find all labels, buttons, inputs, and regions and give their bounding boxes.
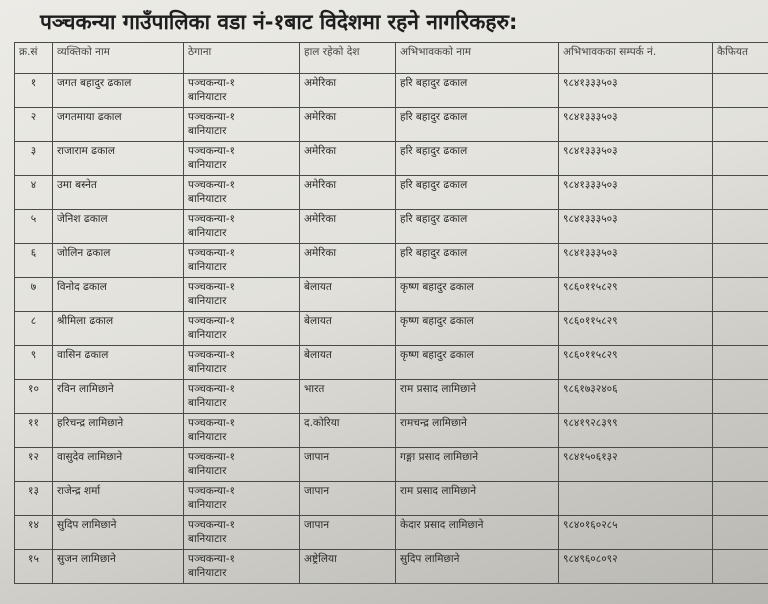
- address-line1: पञ्चकन्या-१: [188, 281, 235, 293]
- row-contact: ९८६०११५८२९: [559, 346, 713, 380]
- row-country: अष्ट्रेलिया: [300, 550, 396, 584]
- row-contact: ९८४१३३३५०३: [559, 142, 713, 176]
- address-line2: बानियाटार: [188, 533, 227, 545]
- row-country: अमेरिका: [300, 74, 396, 108]
- row-country: जापान: [300, 516, 396, 550]
- row-contact: ९८४०१६०२८५: [559, 516, 713, 550]
- row-address: [184, 346, 300, 380]
- address-line1: पञ्चकन्या-१: [188, 77, 235, 89]
- row-country: अमेरिका: [300, 108, 396, 142]
- row-name: हरिचन्द्र लामिछाने: [53, 414, 184, 448]
- address-line1: पञ्चकन्या-१: [188, 485, 235, 497]
- address-line1: पञ्चकन्या-१: [188, 383, 235, 395]
- row-contact: ९८४१३३३५०३: [559, 74, 713, 108]
- address-line2: बानियाटार: [188, 91, 227, 103]
- row-name: जगतमाया ढकाल: [53, 108, 184, 142]
- row-guardian: हरि बहादुर ढकाल: [396, 74, 559, 108]
- row-sn: १४: [15, 516, 53, 550]
- row-sn: ३: [15, 142, 53, 176]
- row-contact: ९८४१५०६१३२: [559, 448, 713, 482]
- table-row: [15, 346, 768, 380]
- row-contact: ९८६१७३२४०६: [559, 380, 713, 414]
- address-line2: बानियाटार: [188, 397, 227, 409]
- row-guardian: सुदिप लामिछाने: [396, 550, 559, 584]
- row-contact: ९८६०११५८२९: [559, 278, 713, 312]
- address-line2: बानियाटार: [188, 261, 227, 273]
- row-country: बेलायत: [300, 278, 396, 312]
- row-name: जगत बहादुर ढकाल: [53, 74, 184, 108]
- row-guardian: हरि बहादुर ढकाल: [396, 176, 559, 210]
- row-sn: १२: [15, 448, 53, 482]
- header-contact: अभिभावकका सम्पर्क नं.: [559, 43, 713, 74]
- row-guardian: कृष्ण बहादुर ढकाल: [396, 278, 559, 312]
- address-line2: बानियाटार: [188, 499, 227, 511]
- row-sn: ११: [15, 414, 53, 448]
- header-sn: क्र.सं: [15, 43, 53, 74]
- row-guardian: हरि बहादुर ढकाल: [396, 108, 559, 142]
- row-guardian: केदार प्रसाद लामिछाने: [396, 516, 559, 550]
- table-row: [15, 108, 768, 142]
- row-guardian: हरि बहादुर ढकाल: [396, 142, 559, 176]
- row-contact: ९८६०११५८२९: [559, 312, 713, 346]
- row-remarks: [713, 210, 768, 244]
- row-address: [184, 74, 300, 108]
- row-country: अमेरिका: [300, 142, 396, 176]
- row-name: उमा बस्नेत: [53, 176, 184, 210]
- row-address: [184, 176, 300, 210]
- table-row: [15, 210, 768, 244]
- table-row: [15, 278, 768, 312]
- row-name: वासुदेव लामिछाने: [53, 448, 184, 482]
- table-row: [15, 482, 768, 516]
- row-country: बेलायत: [300, 312, 396, 346]
- row-name: रविन लामिछाने: [53, 380, 184, 414]
- table-row: [15, 142, 768, 176]
- table-row: [15, 550, 768, 584]
- row-address: [184, 550, 300, 584]
- row-contact: ९८४१३३३५०३: [559, 108, 713, 142]
- row-name: सुजन लामिछाने: [53, 550, 184, 584]
- row-country: बेलायत: [300, 346, 396, 380]
- address-line1: पञ्चकन्या-१: [188, 145, 235, 157]
- address-line1: पञ्चकन्या-१: [188, 213, 235, 225]
- row-remarks: [713, 108, 768, 142]
- row-name: राजेन्द्र शर्मा: [53, 482, 184, 516]
- row-remarks: [713, 244, 768, 278]
- row-name: श्रीमिला ढकाल: [53, 312, 184, 346]
- address-line2: बानियाटार: [188, 193, 227, 205]
- address-line2: बानियाटार: [188, 431, 227, 443]
- row-sn: ८: [15, 312, 53, 346]
- row-country: अमेरिका: [300, 244, 396, 278]
- row-sn: २: [15, 108, 53, 142]
- row-country: अमेरिका: [300, 176, 396, 210]
- row-sn: ४: [15, 176, 53, 210]
- address-line2: बानियाटार: [188, 567, 227, 579]
- header-guardian: अभिभावकको नाम: [396, 43, 559, 74]
- row-guardian: राम प्रसाद लामिछाने: [396, 380, 559, 414]
- row-address: [184, 278, 300, 312]
- row-remarks: [713, 380, 768, 414]
- table-header-row: [15, 43, 768, 74]
- table-row: [15, 176, 768, 210]
- row-remarks: [713, 176, 768, 210]
- row-country: अमेरिका: [300, 210, 396, 244]
- table-row: [15, 74, 768, 108]
- row-address: [184, 142, 300, 176]
- row-sn: १०: [15, 380, 53, 414]
- address-line1: पञ्चकन्या-१: [188, 315, 235, 327]
- row-remarks: [713, 550, 768, 584]
- address-line2: बानियाटार: [188, 125, 227, 137]
- row-name: राजाराम ढकाल: [53, 142, 184, 176]
- table-row: [15, 516, 768, 550]
- residents-table: [14, 42, 768, 584]
- address-line2: बानियाटार: [188, 159, 227, 171]
- row-remarks: [713, 516, 768, 550]
- row-sn: १५: [15, 550, 53, 584]
- row-sn: ७: [15, 278, 53, 312]
- row-name: वासिन ढकाल: [53, 346, 184, 380]
- row-country: भारत: [300, 380, 396, 414]
- row-remarks: [713, 346, 768, 380]
- row-sn: ५: [15, 210, 53, 244]
- row-name: जोलिन ढकाल: [53, 244, 184, 278]
- address-line2: बानियाटार: [188, 227, 227, 239]
- row-guardian: हरि बहादुर ढकाल: [396, 210, 559, 244]
- row-address: [184, 244, 300, 278]
- address-line2: बानियाटार: [188, 329, 227, 341]
- row-guardian: हरि बहादुर ढकाल: [396, 244, 559, 278]
- row-address: [184, 414, 300, 448]
- row-address: [184, 312, 300, 346]
- row-address: [184, 380, 300, 414]
- row-remarks: [713, 482, 768, 516]
- table-row: [15, 448, 768, 482]
- row-sn: १: [15, 74, 53, 108]
- row-address: [184, 448, 300, 482]
- row-contact: ९८४१९२८३९९: [559, 414, 713, 448]
- header-remarks: कैफियत: [713, 43, 768, 74]
- row-contact: ९८४१३३३५०३: [559, 244, 713, 278]
- header-country: हाल रहेको देश: [300, 43, 396, 74]
- address-line2: बानियाटार: [188, 465, 227, 477]
- row-contact: ९८४९६०८०९२: [559, 550, 713, 584]
- row-guardian: गङ्गा प्रसाद लामिछाने: [396, 448, 559, 482]
- row-guardian: कृष्ण बहादुर ढकाल: [396, 346, 559, 380]
- row-remarks: [713, 312, 768, 346]
- row-contact: ९८४१३३३५०३: [559, 210, 713, 244]
- row-contact: [559, 482, 713, 516]
- row-sn: १३: [15, 482, 53, 516]
- header-address: ठेगाना: [184, 43, 300, 74]
- row-address: [184, 516, 300, 550]
- address-line2: बानियाटार: [188, 363, 227, 375]
- page-title: पञ्चकन्या गाउँपालिका वडा नं-१बाट विदेशमा रहने नागरिकहरु:: [40, 10, 518, 34]
- row-sn: ६: [15, 244, 53, 278]
- row-contact: ९८४१३३३५०३: [559, 176, 713, 210]
- address-line1: पञ्चकन्या-१: [188, 553, 235, 565]
- row-address: [184, 482, 300, 516]
- table-row: [15, 380, 768, 414]
- row-country: जापान: [300, 482, 396, 516]
- row-name: जेनिश ढकाल: [53, 210, 184, 244]
- row-address: [184, 210, 300, 244]
- row-guardian: रामचन्द्र लामिछाने: [396, 414, 559, 448]
- row-remarks: [713, 74, 768, 108]
- row-guardian: कृष्ण बहादुर ढकाल: [396, 312, 559, 346]
- address-line1: पञ्चकन्या-१: [188, 349, 235, 361]
- row-remarks: [713, 448, 768, 482]
- row-name: सुदिप लामिछाने: [53, 516, 184, 550]
- row-remarks: [713, 414, 768, 448]
- row-remarks: [713, 278, 768, 312]
- address-line1: पञ्चकन्या-१: [188, 247, 235, 259]
- address-line2: बानियाटार: [188, 295, 227, 307]
- address-line1: पञ्चकन्या-१: [188, 179, 235, 191]
- table-row: [15, 244, 768, 278]
- row-remarks: [713, 142, 768, 176]
- row-country: जापान: [300, 448, 396, 482]
- address-line1: पञ्चकन्या-१: [188, 451, 235, 463]
- table-row: [15, 414, 768, 448]
- table-row: [15, 312, 768, 346]
- row-sn: ९: [15, 346, 53, 380]
- row-country: द.कोरिया: [300, 414, 396, 448]
- address-line1: पञ्चकन्या-१: [188, 417, 235, 429]
- row-address: [184, 108, 300, 142]
- address-line1: पञ्चकन्या-१: [188, 111, 235, 123]
- address-line1: पञ्चकन्या-१: [188, 519, 235, 531]
- row-name: विनोद ढकाल: [53, 278, 184, 312]
- row-guardian: राम प्रसाद लामिछाने: [396, 482, 559, 516]
- header-name: व्यक्तिको नाम: [53, 43, 184, 74]
